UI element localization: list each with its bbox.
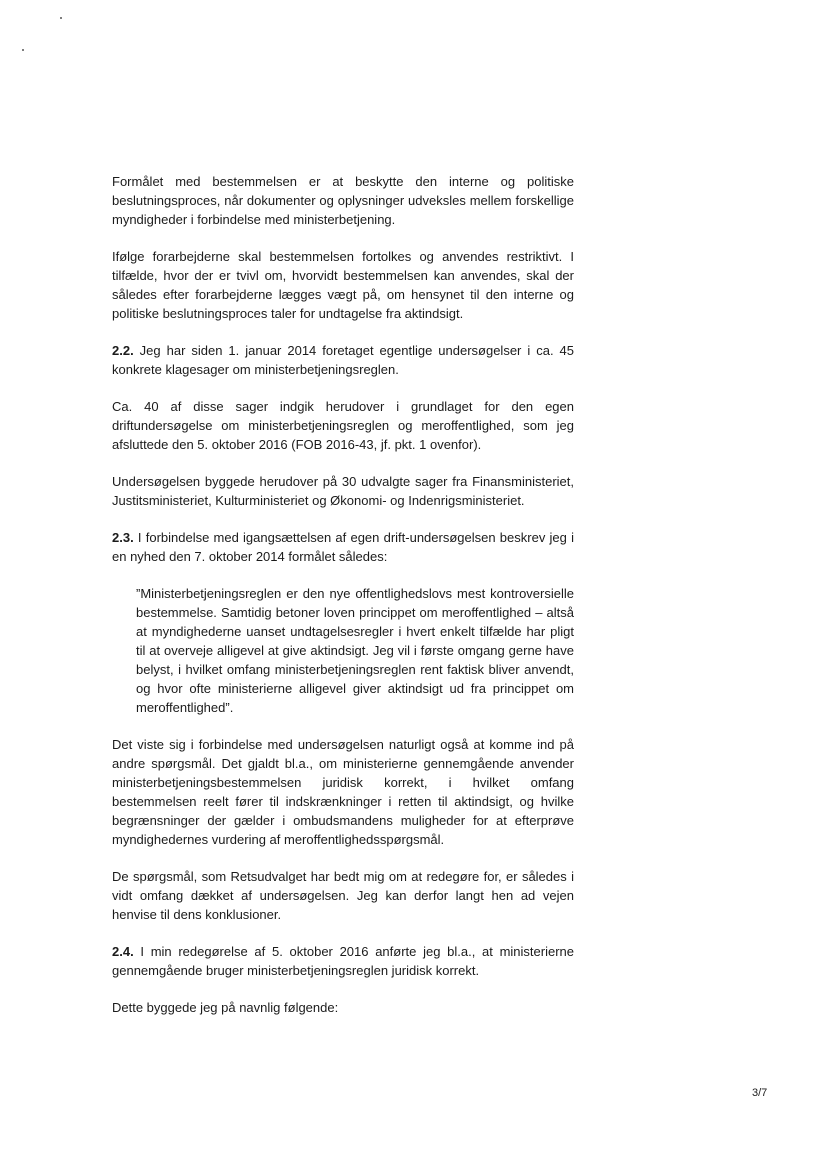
- block-quote: ”Ministerbetjeningsreglen er den nye offentlighedslovs mest kontroversielle bestemmelse. Samtidig betoner loven princippet om meroffentlighed – altså at myndighederne uanset undtagelsesregler i hvert enkelt tilfælde har pligt til at overveje alligevel at give aktindsigt. Jeg vil i første omgang gerne have belyst, i hvilket omfang ministerbetjeningsreglen rent faktisk bliver anvendt, og hvor ofte ministerierne alligevel giver aktindsigt ud fra princippet om meroffentlighed”.: [136, 586, 574, 715]
- section-2-3: [112, 528, 574, 566]
- section-2-2: [112, 341, 574, 379]
- section-number: 2.4.: [112, 944, 134, 959]
- paragraph: Dette byggede jeg på navnlig følgende:: [112, 1000, 339, 1015]
- paragraph: Ifølge forarbejderne skal bestemmelsen fortolkes og anvendes restriktivt. I tilfælde, hvor der er tvivl om, hvorvidt bestemmelsen kan anvendes, skal der således efter forarbejderne lægges vægt på, om hensynet til den interne og politiske beslutningsproces taler for undtagelse fra aktindsigt.: [112, 249, 574, 321]
- section-text: I forbindelse med igangsættelsen af egen drift-undersøgelsen beskrev jeg i en nyhed den 7. oktober 2014 formålet således:: [112, 530, 574, 564]
- section-2-4: [112, 942, 574, 980]
- scan-speck: [22, 49, 24, 51]
- page-number: 3/7: [752, 1087, 768, 1099]
- paragraph: Undersøgelsen byggede herudover på 30 udvalgte sager fra Finansministeriet, Justitsministeriet, Kulturministeriet og Økonomi- og Indenrigsministeriet.: [112, 474, 574, 508]
- document-body: [112, 172, 574, 1035]
- paragraph: Formålet med bestemmelsen er at beskytte den interne og politiske beslutningsproces, når dokumenter og oplysninger udveksles mellem forskellige myndigheder i forbindelse med ministerbetjening.: [112, 174, 574, 227]
- paragraph: De spørgsmål, som Retsudvalget har bedt mig om at redegøre for, er således i vidt omfang dækket af undersøgelsen. Jeg kan derfor langt hen ad vejen henvise til dens konklusioner.: [112, 869, 574, 922]
- section-number: 2.2.: [112, 343, 134, 358]
- paragraph: Ca. 40 af disse sager indgik herudover i grundlaget for den egen driftundersøgelse om ministerbetjeningsreglen og meroffentlighed, som jeg afsluttede den 5. oktober 2016 (FOB 2016-43, jf. pkt. 1 ovenfor).: [112, 399, 574, 452]
- scan-speck: [60, 17, 62, 19]
- section-number: 2.3.: [112, 530, 134, 545]
- section-text: Jeg har siden 1. januar 2014 foretaget egentlige undersøgelser i ca. 45 konkrete klagesager om ministerbetjeningsreglen.: [112, 343, 574, 377]
- section-text: I min redegørelse af 5. oktober 2016 anførte jeg bl.a., at ministerierne gennemgående bruger ministerbetjeningsreglen juridisk korrekt.: [112, 944, 574, 978]
- paragraph: Det viste sig i forbindelse med undersøgelsen naturligt også at komme ind på andre spørgsmål. Det gjaldt bl.a., om ministerierne gennemgående anvender ministerbetjeningsbestemmelsen juridisk korrekt, i hvilket omfang bestemmelsen reelt fører til indskrænkninger i retten til aktindsigt, og hvilke begrænsninger der gælder i ombudsmandens muligheder for at efterprøve myndighedernes vurdering af meroffentlighedsspørgsmål.: [112, 737, 574, 847]
